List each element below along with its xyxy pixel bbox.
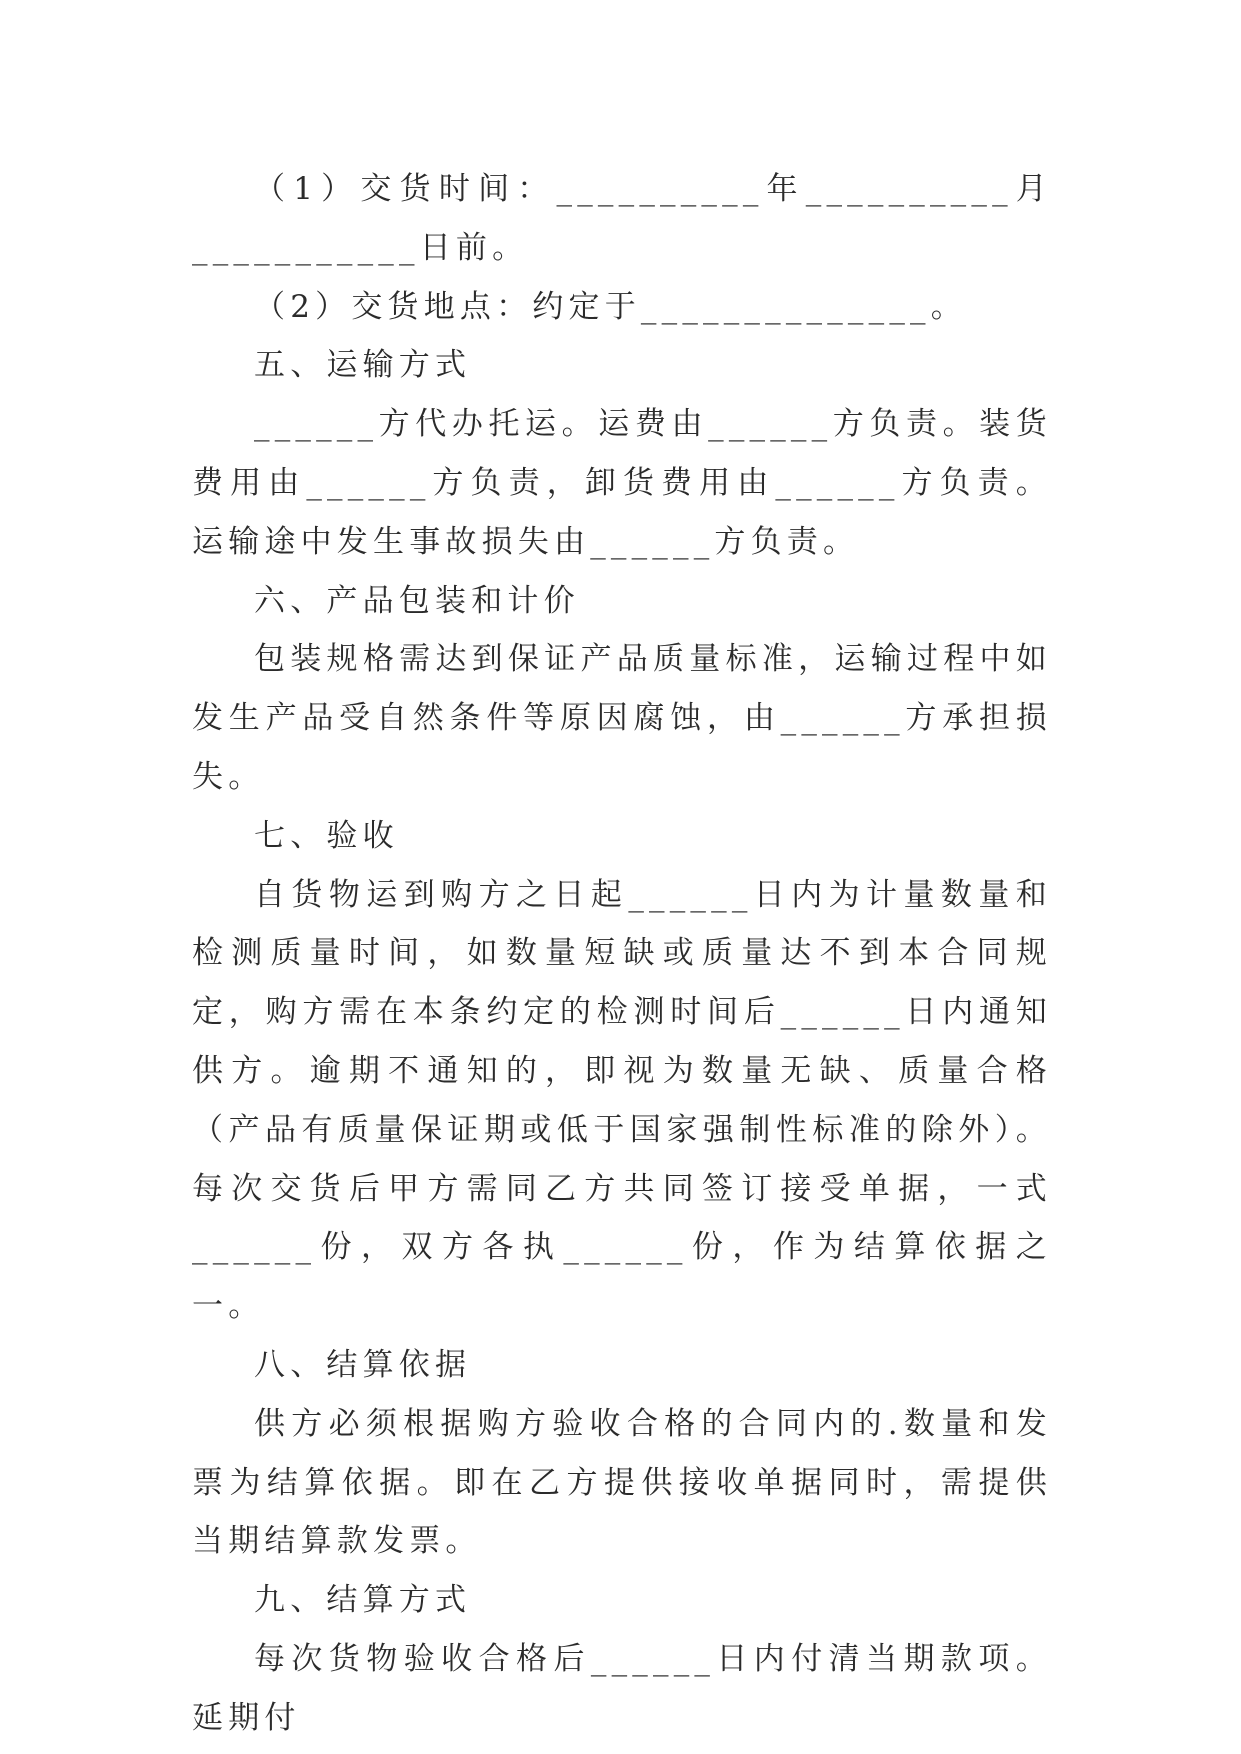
settlement-basis-clause: 供方必须根据购方验收合格的合同内的.数量和发票为结算依据。即在乙方提供接收单据同时，需提供当期结算款发票。 bbox=[192, 1405, 1052, 1560]
delivery-time-clause: （1）交货时间：__________年__________月___________日前。 bbox=[192, 171, 1052, 266]
section-heading-acceptance: 七、验收 bbox=[254, 817, 399, 854]
section-heading-settlement-method: 九、结算方式 bbox=[254, 1582, 472, 1619]
section-heading-settlement-basis: 八、结算依据 bbox=[254, 1346, 472, 1383]
document-body bbox=[192, 160, 1052, 1748]
packaging-clause: 包装规格需达到保证产品质量标准，运输过程中如发生产品受自然条件等原因腐蚀，由______方承担损失。 bbox=[192, 641, 1052, 795]
delivery-location-clause: （2）交货地点：约定于______________。 bbox=[254, 288, 967, 325]
settlement-method-clause: 每次货物验收合格后______日内付清当期款项。延期付 bbox=[192, 1640, 1052, 1736]
section-heading-packaging: 六、产品包装和计价 bbox=[254, 582, 580, 619]
section-heading-transport: 五、运输方式 bbox=[254, 347, 472, 384]
acceptance-clause: 自货物运到购方之日起______日内为计量数量和检测质量时间，如数量短缺或质量达不到本合同规定，购方需在本条约定的检测时间后______日内通知供方。逾期不通知的，即视为数量无缺、质量合格（产品有质量保证期或低于国家强制性标准的除外）。每次交货后甲方需同乙方共同签订接受单据，一式______份，双方各执______份，作为结算依据之一。 bbox=[192, 876, 1052, 1325]
transport-clause: ______方代办托运。运费由______方负责。装货费用由______方负责，卸货费用由______方负责。运输途中发生事故损失由______方负责。 bbox=[192, 406, 1052, 560]
